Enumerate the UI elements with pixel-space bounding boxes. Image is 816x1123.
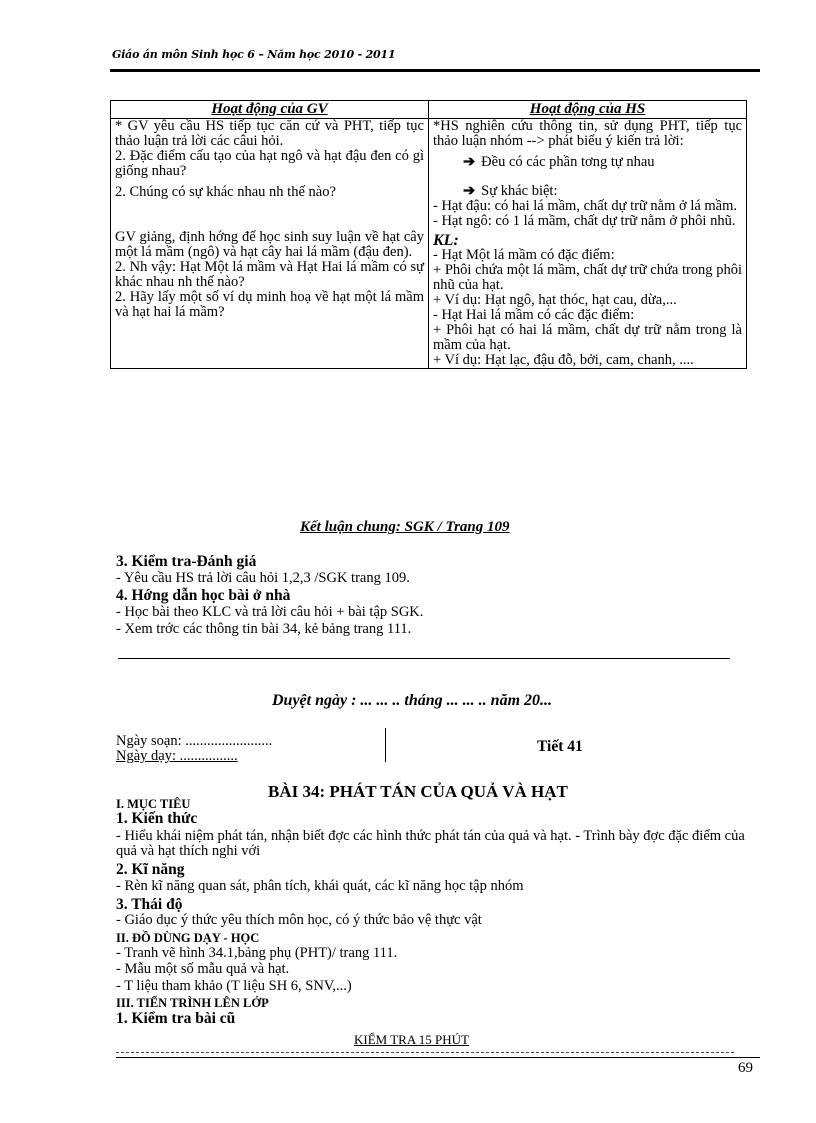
homework-line: - Xem trớc các thông tin bài 34, kẻ bảng trang 111. (116, 621, 412, 637)
preparation-date: Ngày soạn: ........................ (116, 733, 273, 749)
general-conclusion: Kết luận chung: SGK / Trang 109 (300, 519, 510, 535)
process-title: III. TIẾN TRÌNH LÊN LỚP (116, 996, 269, 1010)
approval-date-line: Duyệt ngày : ... ... .. tháng ... ... .. năm 20... (272, 692, 553, 709)
objectives-title: I. MỤC TIÊU (116, 797, 191, 811)
kl-line: + Ví dụ: Hạt ngô, hạt thóc, hạt cau, dừa,... (433, 292, 677, 308)
gv-line: GV giảng, định hớng để học sinh suy luận về hạt cây một lá mầm (ngô) và hạt cây hai lá mầm (đậu đen). (115, 229, 424, 260)
gv-line: 2. Đặc điểm cấu tạo của hạt ngô và hạt đậu đen có gì giống nhau? (115, 148, 424, 179)
hs-diff-title: Sự khác biệt: (481, 183, 558, 199)
footer-rule (116, 1057, 760, 1058)
materials-line: - Mẫu một số mẫu quả và hạt. (116, 961, 290, 977)
kl-line: + Ví dụ: Hạt lạc, đậu đỗ, bởi, cam, chanh, .... (433, 352, 694, 368)
gv-line: 2. Chúng có sự khác nhau nh thế nào? (115, 184, 336, 200)
attitude-text: - Giáo dục ý thức yêu thích môn học, có ý thức bảo vệ thực vật (116, 912, 482, 928)
section-divider (118, 658, 730, 659)
kl-line: + Phôi chứa một lá mầm, chất dự trữ chứa trong phôi nhũ của hạt. (433, 262, 742, 293)
column-header-hs: Hoạt động của HS (429, 101, 747, 119)
knowledge-text: - Hiểu khái niệm phát tán, nhận biết đợc các hình thức phát tán của quả và hạt. - Trình bày đợc đặc điểm của quả và hạt thích nghi với (116, 828, 745, 859)
gv-activity-cell (111, 119, 429, 369)
lesson-title: BÀI 34: PHÁT TÁN CỦA QUẢ VÀ HẠT (268, 782, 568, 801)
vertical-divider (385, 728, 386, 762)
arrow-right-icon: ➔ (463, 183, 476, 199)
kl-line: + Phôi hạt có hai lá mầm, chất dự trữ nằm trong là mầm của hạt. (433, 322, 742, 353)
homework-title: 4. Hớng dẫn học bài ở nhà (116, 587, 291, 604)
gv-line: * GV yêu cầu HS tiếp tục căn cứ và PHT, tiếp tục thảo luận trả lời các câui hỏi. (115, 118, 424, 149)
hs-same: Đều có các phần tơng tự nhau (481, 154, 655, 170)
homework-line: - Học bài theo KLC và trả lời câu hỏi + bài tập SGK. (116, 604, 424, 620)
hs-intro: *HS nghiên cứu thông tin, sử dụng PHT, tiếp tục thảo luận nhóm --> phát biểu ý kiến trả lời: (433, 118, 742, 149)
attitude-title: 3. Thái độ (116, 896, 183, 913)
teaching-date: Ngày dạy: ................ (116, 748, 238, 764)
quiz-label: KIỂM TRA 15 PHÚT (354, 1032, 469, 1047)
materials-line: - T liệu tham khảo (T liệu SH 6, SNV,...) (116, 978, 352, 994)
column-header-gv: Hoạt động của GV (111, 101, 429, 119)
period-label: Tiết 41 (537, 738, 583, 755)
kl-line: - Hạt Hai lá mầm có các đặc điểm: (433, 307, 635, 323)
old-lesson-check-title: 1. Kiểm tra bài cũ (116, 1010, 236, 1027)
gv-line: 2. Nh vậy: Hạt Một lá mầm và Hạt Hai lá mầm có sự khác nhau nh thế nào? (115, 259, 424, 290)
skills-title: 2. Kĩ năng (116, 861, 185, 878)
assessment-title: 3. Kiểm tra-Đánh giá (116, 553, 257, 570)
materials-title: II. ĐỒ DÙNG DẠY - HỌC (116, 931, 260, 945)
kl-label: KL: (433, 232, 459, 249)
assessment-line: - Yêu cầu HS trả lời câu hỏi 1,2,3 /SGK trang 109. (116, 570, 410, 586)
arrow-right-icon: ➔ (463, 154, 476, 170)
skills-text: - Rèn kĩ năng quan sát, phân tích, khái quát, các kĩ năng học tập nhóm (116, 878, 524, 894)
materials-line: - Tranh vẽ hình 34.1,bảng phụ (PHT)/ trang 111. (116, 945, 398, 961)
page-number: 69 (738, 1060, 753, 1076)
hs-activity-cell (429, 119, 747, 369)
footer-dashed-rule (116, 1052, 734, 1053)
hs-diff-line: - Hạt ngô: có 1 lá mầm, chất dự trữ nằm ở phôi nhũ. (433, 213, 736, 229)
knowledge-title: 1. Kiến thức (116, 810, 198, 827)
kl-line: - Hạt Một lá mầm có đặc điểm: (433, 247, 615, 263)
gv-line: 2. Hãy lấy một số ví dụ minh hoạ về hạt một lá mầm và hạt hai lá mầm? (115, 289, 424, 320)
header-rule (110, 69, 760, 72)
activity-table (110, 100, 747, 369)
document-header-title: Giáo án môn Sinh học 6 – Năm học 2010 - 2011 (112, 48, 396, 61)
hs-diff-line: - Hạt đậu: có hai lá mầm, chất dự trữ nằm ở lá mầm. (433, 198, 738, 214)
